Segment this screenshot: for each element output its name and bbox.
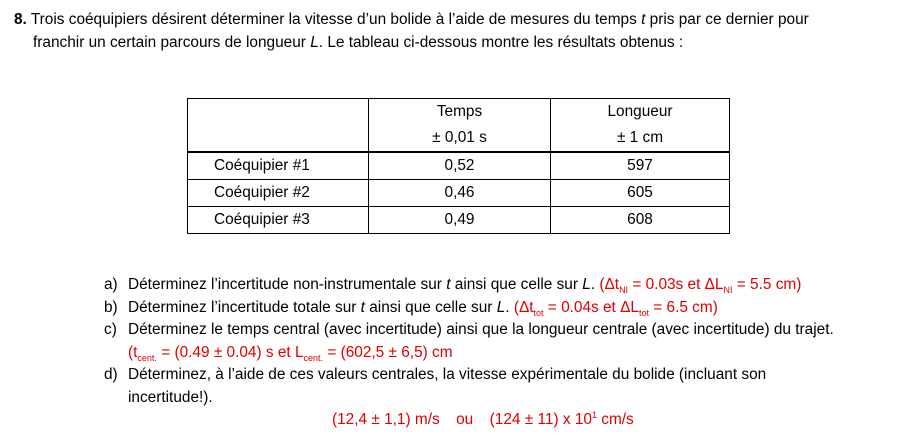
length-cell: 608	[551, 207, 730, 234]
question-label: a)	[104, 276, 118, 293]
answer-a	[599, 276, 802, 296]
row-label: Coéquipier #2	[188, 180, 369, 207]
answer-text: cm/s	[596, 411, 634, 428]
question-text: .	[590, 276, 600, 293]
answer-subscript: tot	[638, 307, 649, 318]
question-text: Déterminez le temps central (avec incertitude) ainsi que la longueur centrale (avec incertitude) du trajet.	[128, 321, 834, 338]
question-d	[104, 364, 919, 409]
variable-t: t	[360, 298, 365, 316]
table-row	[188, 207, 730, 234]
answer-c	[104, 342, 919, 365]
variable-L: L	[496, 298, 506, 316]
time-cell: 0,49	[369, 207, 551, 234]
time-cell: 0,46	[369, 180, 551, 207]
answer-subscript: cent.	[303, 352, 324, 363]
statement-text: Trois coéquipiers désirent déterminer la vitesse d’un bolide à l’aide de mesures du temps	[26, 11, 642, 28]
answer-subscript: NI	[619, 285, 629, 296]
question-label: d)	[104, 366, 118, 383]
answer-text: (Δt	[599, 276, 620, 293]
statement-text: . Le tableau ci-dessous montre les résultats obtenus :	[318, 34, 684, 51]
answer-text: = (602,5 ± 6,5) cm	[323, 343, 453, 361]
answer-subscript: cent.	[137, 352, 157, 363]
problem-statement	[14, 8, 919, 54]
question-text: incertitude!).	[128, 388, 213, 406]
answer-text: (124 ± 11) x 10	[489, 411, 592, 428]
answer-text: = 0.03s et ΔL	[628, 276, 724, 293]
row-label: Coéquipier #1	[188, 152, 369, 180]
header-cell-empty	[188, 99, 369, 126]
question-text: Déterminez l’incertitude non-instrumentale sur	[128, 276, 447, 293]
question-c	[104, 319, 919, 364]
subheader-cell-length-uncertainty: ± 1 cm	[551, 125, 730, 152]
question-a	[104, 274, 919, 297]
subheader-cell-time-uncertainty: ± 0,01 s	[369, 125, 551, 152]
answer-text: (t	[128, 343, 138, 361]
questions-list	[104, 274, 919, 409]
variable-t: t	[641, 11, 646, 28]
answer-text: = 6.5 cm)	[648, 298, 718, 316]
statement-line-2	[14, 31, 919, 54]
length-cell: 605	[551, 180, 730, 207]
answer-text: = 5.5 cm)	[732, 276, 802, 293]
question-label: b)	[104, 298, 118, 316]
answer-b	[514, 299, 718, 316]
answer-text: = (0.49 ± 0.04) s et L	[156, 343, 304, 361]
answer-subscript: tot	[533, 307, 544, 318]
answer-subscript: NI	[723, 285, 733, 296]
question-b	[104, 297, 919, 320]
subheader-cell-empty	[188, 125, 369, 152]
answer-text: (12,4 ± 1,1) m/s	[332, 411, 440, 428]
variable-t: t	[446, 276, 451, 293]
variable-L: L	[310, 34, 319, 51]
header-cell-time: Temps	[369, 99, 551, 126]
statement-line-1	[14, 8, 919, 31]
length-cell: 597	[551, 152, 730, 180]
results-table	[187, 98, 730, 234]
statement-text: pris par ce dernier pour	[645, 11, 809, 28]
problem-number: 8.	[14, 11, 27, 28]
answer-exponent: 1	[591, 409, 597, 420]
header-cell-length: Longueur	[551, 99, 730, 126]
answer-separator: ou	[456, 411, 474, 428]
table-header-row	[188, 99, 730, 126]
table-subheader-row	[188, 125, 730, 152]
question-text: Déterminez l’incertitude totale sur	[128, 298, 361, 316]
question-text: ainsi que celle sur	[450, 276, 583, 293]
row-label: Coéquipier #3	[188, 207, 369, 234]
variable-L: L	[582, 276, 591, 293]
table-row	[188, 152, 730, 180]
question-label: c)	[104, 321, 117, 338]
answer-text: (Δt	[513, 298, 534, 316]
statement-text: franchir un certain parcours de longueur	[33, 34, 311, 51]
answer-text: = 0.04s et ΔL	[543, 298, 639, 316]
question-text: Déterminez, à l’aide de ces valeurs centrales, la vitesse expérimentale du bolide (incluant son	[128, 366, 767, 383]
question-text: .	[505, 298, 514, 316]
time-cell: 0,52	[369, 152, 551, 180]
question-text: ainsi que celle sur	[364, 298, 497, 316]
final-answer	[332, 411, 634, 429]
table-row	[188, 180, 730, 207]
